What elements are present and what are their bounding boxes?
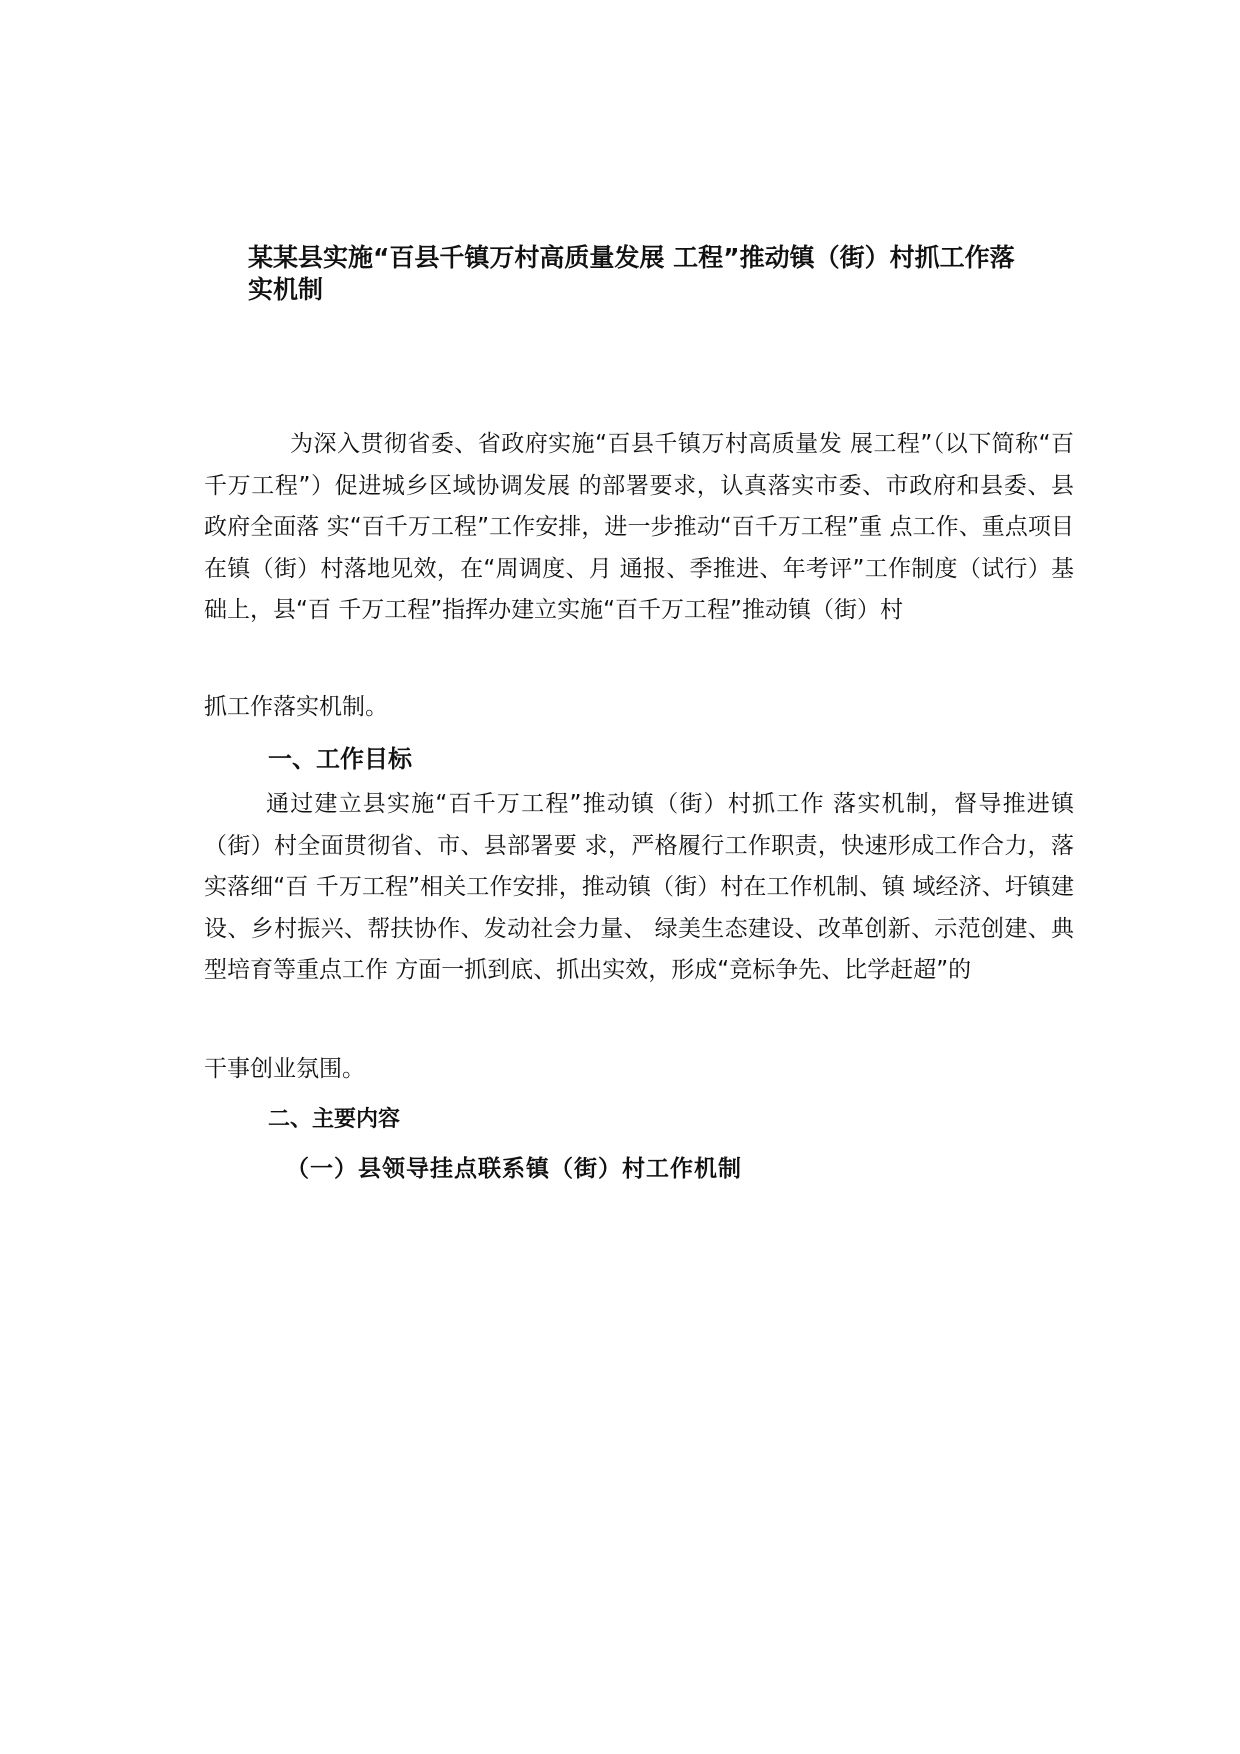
subsection-heading-leader-liaison: （一）县领导挂点联系镇（街）村工作机制 [286,1156,742,1182]
goals-paragraph: 通过建立县实施“百千万工程”推动镇（街）村抓工作 落实机制，督导推进镇（街）村全面贯彻省、市、县部署要 求，严格履行工作职责，快速形成工作合力，落实落细“百 千万工程”相关工作安排，推动镇（街）村在工作机制、镇 域经济、圩镇建设、乡村振兴、帮扶协作、发动社会力量、 绿美生态建设、改革创新、示范创建、典型培育等重点工作 方面一抓到底、抓出实效，形成“竞标争先、比学赶超”的 [204,791,1074,983]
intro-paragraph-continuation: 抓工作落实机制。 [204,694,388,720]
intro-paragraph: 为深入贯彻省委、省政府实施“百县千镇万村高质量发 展工程”（以下简称“百千万工程”）促进城乡区域协调发展 的部署要求，认真落实市委、市政府和县委、县政府全面落 实“百千万工程”工作安排，进一步推动“百千万工程”重 点工作、重点项目在镇（街）村落地见效，在“周调度、月 通报、季推进、年考评”工作制度（试行）基础上，县“百 千万工程”指挥办建立实施“百千万工程”推动镇（街）村 [204,431,1074,623]
document-title: 某某县实施“百县千镇万村高质量发展 工程”推动镇（街）村抓工作落实机制 [248,243,1015,304]
goals-paragraph-continuation: 干事创业氛围。 [204,1056,365,1082]
section-heading-goals: 一、工作目标 [268,745,412,773]
section-heading-content: 二、主要内容 [268,1107,401,1132]
